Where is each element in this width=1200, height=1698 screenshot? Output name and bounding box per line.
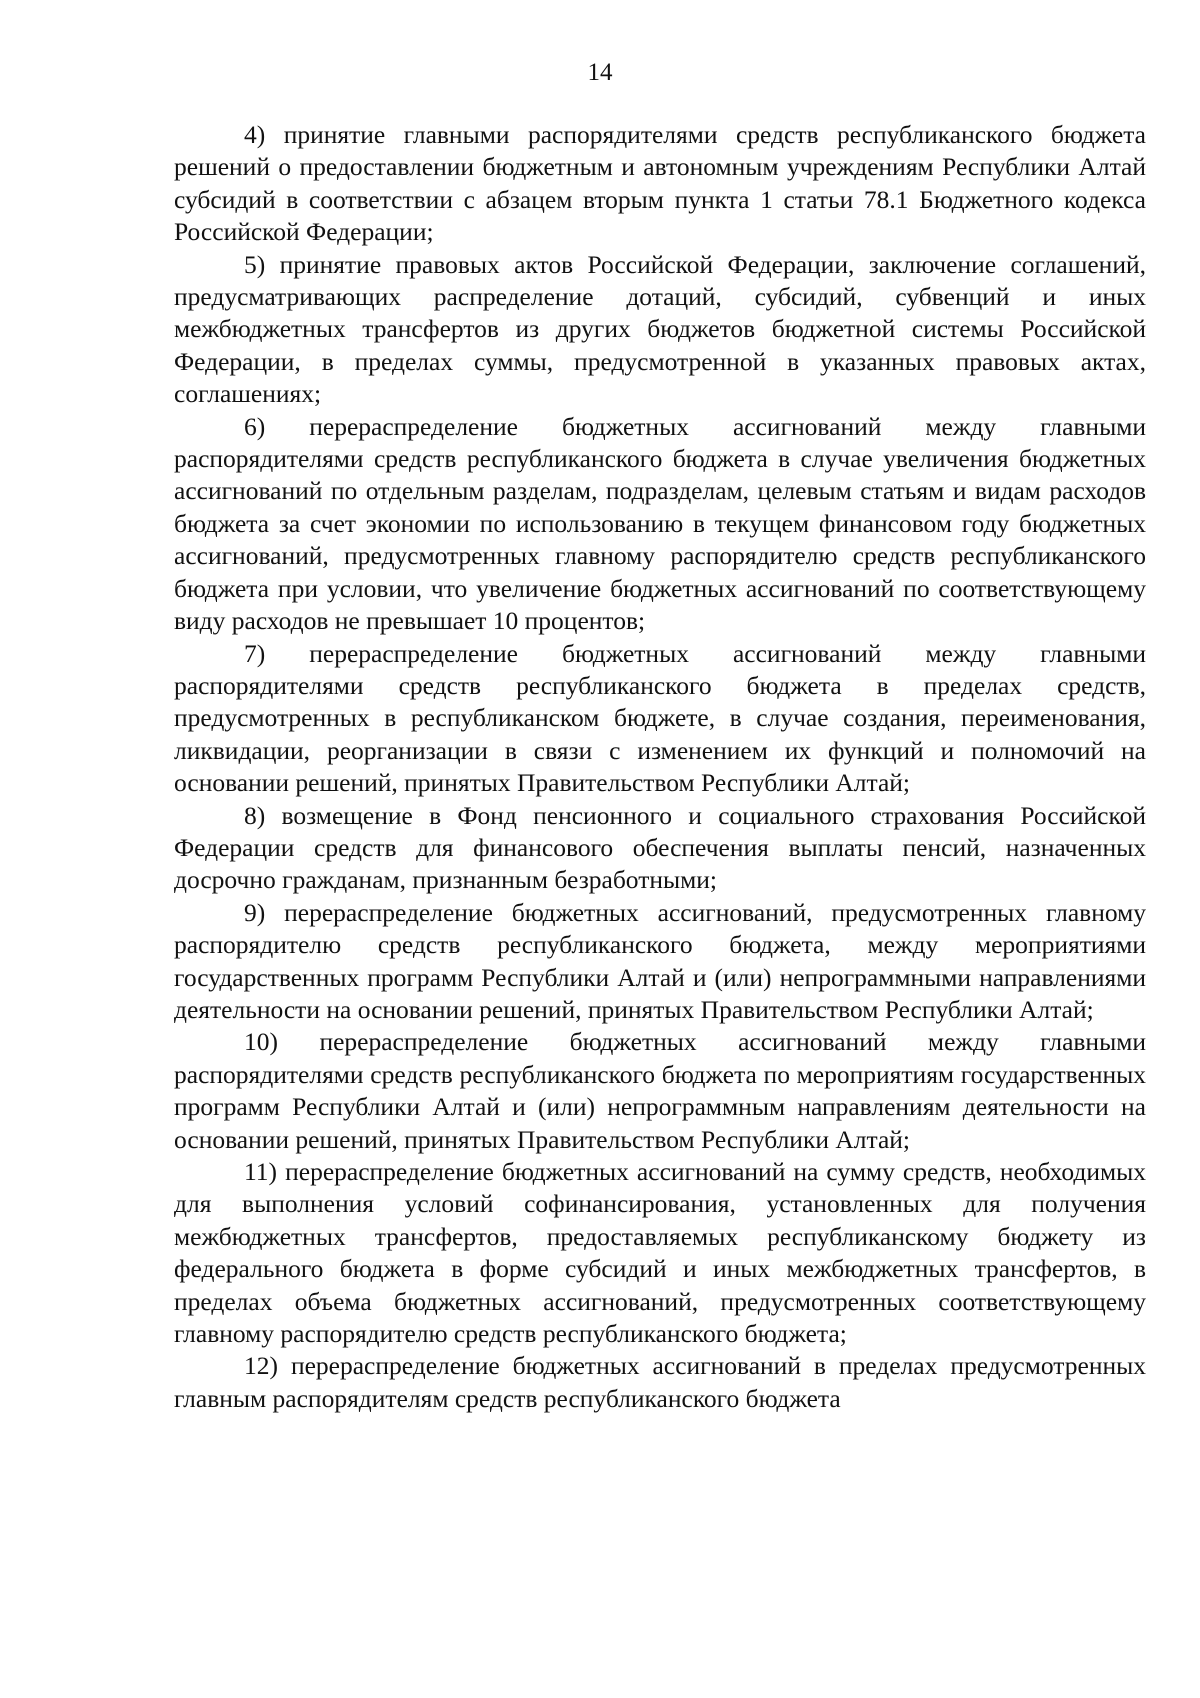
paragraph-item-11: 11) перераспределение бюджетных ассигнований на сумму средств, необходимых для выполнения условий софинансирования, установленных для получения межбюджетных трансфертов, предоставляемых республиканскому бюджету из федерального бюджета в форме субсидий и иных межбюджетных трансфертов, в пределах объема бюджетных ассигнований, предусмотренных соответствующему главному распорядителю средств республиканского бюджета; (174, 1157, 1146, 1349)
paragraph-item-8: 8) возмещение в Фонд пенсионного и социального страхования Российской Федерации средств для финансового обеспечения выплаты пенсий, назначенных досрочно гражданам, признанным безработными; (174, 800, 1146, 895)
paragraph-item-6: 6) перераспределение бюджетных ассигнований между главными распорядителями средств республиканского бюджета в случае увеличения бюджетных ассигнований по отдельным разделам, подразделам, целевым статьям и видам расходов бюджета за счет экономии по использованию в текущем финансовом году бюджетных ассигнований, предусмотренных главному распорядителю средств республиканского бюджета при условии, что увеличение бюджетных ассигнований по соответствующему виду расходов не превышает 10 процентов; (174, 411, 1146, 636)
paragraph-item-5: 5) принятие правовых актов Российской Федерации, заключение соглашений, предусматривающих распределение дотаций, субсидий, субвенций и иных межбюджетных трансфертов из других бюджетов бюджетной системы Российской Федерации, в пределах суммы, предусмотренной в указанных правовых актах, соглашениях; (174, 249, 1146, 409)
document-body (174, 119, 1146, 1415)
paragraph-item-10: 10) перераспределение бюджетных ассигнований между главными распорядителями средств республиканского бюджета по мероприятиям государственных программ Республики Алтай и (или) непрограммным направлениям деятельности на основании решений, принятых Правительством Республики Алтай; (174, 1027, 1146, 1154)
paragraph-item-9: 9) перераспределение бюджетных ассигнований, предусмотренных главному распорядителю средств республиканского бюджета, между мероприятиями государственных программ Республики Алтай и (или) непрограммными направлениями деятельности на основании решений, принятых Правительством Республики Алтай; (174, 897, 1146, 1024)
paragraph-item-4: 4) принятие главными распорядителями средств республиканского бюджета решений о предоставлении бюджетным и автономным учреждениям Республики Алтай субсидий в соответствии с абзацем вторым пункта 1 статьи 78.1 Бюджетного кодекса Российской Федерации; (174, 120, 1146, 247)
paragraph-item-12: 12) перераспределение бюджетных ассигнований в пределах предусмотренных главным распорядителям средств республиканского бюджета (174, 1351, 1146, 1413)
paragraph-item-7: 7) перераспределение бюджетных ассигнований между главными распорядителями средств республиканского бюджета в пределах средств, предусмотренных в республиканском бюджете, в случае создания, переименования, ликвидации, реорганизации в связи с изменением их функций и полномочий на основании решений, принятых Правительством Республики Алтай; (174, 638, 1146, 798)
page-number: 14 (587, 59, 613, 86)
